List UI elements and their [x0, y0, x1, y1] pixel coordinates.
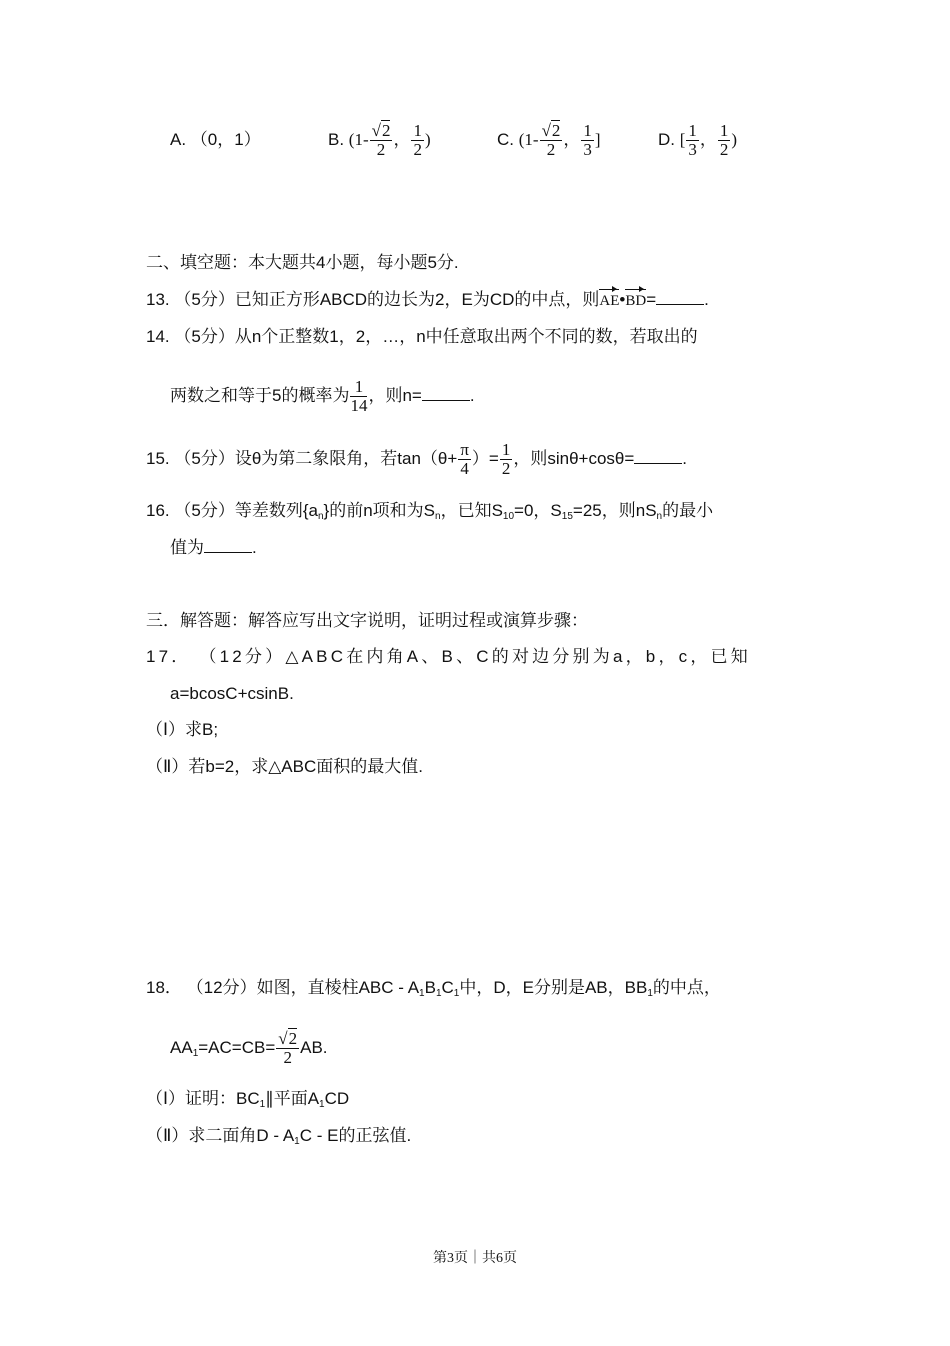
fraction: $\frac{1}{2}$	[719, 121, 729, 160]
question-17-part-1: （Ⅰ）求B;	[146, 720, 219, 739]
paren: [	[679, 130, 686, 149]
question-18	[146, 978, 721, 1004]
period: .	[252, 538, 257, 557]
fraction: $\frac{1}{3}$	[688, 121, 697, 160]
question-text: （5分）已知正方形ABCD的边长为2，E为CD的中点，则	[174, 290, 600, 309]
sub: n	[656, 511, 663, 522]
answer-blank	[634, 449, 682, 464]
sub: 10	[502, 511, 515, 522]
sub: n	[435, 511, 441, 522]
t: （Ⅰ）证明：BC	[146, 1089, 260, 1108]
question-16-cont	[170, 538, 257, 558]
fraction: $\frac{1}{2}$	[413, 121, 422, 160]
paren: )	[731, 130, 738, 149]
t: =25，则nS	[572, 501, 657, 520]
t: =0，S	[514, 501, 562, 520]
question-number: 13.	[146, 290, 170, 309]
question-number: 14.	[146, 327, 170, 346]
sep: ，	[563, 130, 581, 149]
fraction: $\frac{1}{14}$	[350, 377, 368, 416]
option-c	[497, 118, 601, 162]
t: 的中点，	[652, 978, 721, 997]
paren: (1-	[348, 130, 369, 149]
sub: 1	[419, 988, 425, 999]
page-footer: 第3页｜共6页	[433, 1251, 517, 1266]
section-3-heading: 三．解答题：解答应写出文字说明，证明过程或演算步骤：	[146, 611, 588, 630]
paren: ]	[594, 130, 601, 149]
question-16	[146, 501, 713, 527]
paren: )	[424, 130, 431, 149]
option-value: （0，1）	[190, 130, 261, 149]
option-label: C.	[497, 130, 514, 149]
answer-blank	[422, 386, 470, 401]
section-2-heading: 二、填空题：本大题共4小题，每小题5分.	[146, 253, 459, 272]
t: AA	[170, 1038, 193, 1057]
fraction: $\frac{\pi}{4}$	[460, 440, 469, 479]
sub: 1	[435, 988, 442, 999]
option-a	[170, 130, 261, 150]
sub: 15	[561, 511, 573, 522]
t: AB.	[300, 1038, 328, 1057]
period: .	[682, 449, 688, 468]
sub: 1	[294, 1136, 300, 1147]
option-b	[328, 118, 431, 162]
t: C - E的正弦值.	[299, 1126, 412, 1145]
option-label: A.	[170, 130, 187, 149]
vector-bd: BD	[625, 293, 647, 309]
sub: n	[317, 511, 324, 522]
paren: (1-	[518, 130, 539, 149]
fraction: $\frac{√2}{2}$	[371, 121, 391, 160]
t: CD	[324, 1089, 350, 1108]
question-text: ，则n=	[368, 386, 422, 405]
question-15	[146, 437, 687, 481]
fraction: $\frac{√2}{2}$	[278, 1029, 298, 1068]
question-18-part-1	[146, 1089, 349, 1115]
question-text: ，则sinθ+cosθ=	[513, 449, 635, 468]
question-text: 两数之和等于5的概率为	[170, 386, 350, 405]
fraction: $\frac{1}{3}$	[583, 121, 592, 160]
period: .	[469, 386, 475, 405]
question-18-part-2	[146, 1126, 411, 1152]
sep: ，	[393, 130, 411, 149]
sub: 1	[647, 988, 653, 999]
sep: ，	[699, 130, 717, 149]
t: （5分）等差数列{a	[174, 501, 318, 520]
option-label: D.	[658, 130, 675, 149]
t: 的最小	[662, 501, 714, 520]
t: （Ⅱ）求二面角D - A	[146, 1126, 295, 1145]
answer-blank	[204, 538, 252, 553]
option-label: B.	[328, 130, 345, 149]
t: B	[424, 978, 436, 997]
sub: 1	[192, 1048, 199, 1059]
sub: 1	[319, 1099, 325, 1110]
question-14	[146, 327, 698, 347]
question-17-cont: a=bcosC+csinB.	[170, 684, 294, 703]
question-18-cont	[170, 1026, 328, 1076]
t: C	[441, 978, 454, 997]
question-text: （5分）设θ为第二象限角，若tan（θ+	[174, 449, 458, 468]
t: （12分）如图，直棱柱ABC - A	[186, 978, 420, 997]
question-13	[146, 290, 709, 311]
question-17	[146, 647, 751, 667]
fraction: $\frac{1}{2}$	[501, 440, 511, 479]
eq: =	[646, 290, 657, 309]
question-number: 17．	[146, 647, 192, 666]
t: 值为	[170, 538, 204, 557]
question-number: 18．	[146, 978, 182, 997]
sub: 1	[259, 1099, 266, 1110]
t: 中，D，E分别是AB，BB	[459, 978, 648, 997]
dot: •	[619, 290, 626, 309]
question-number: 15.	[146, 449, 170, 468]
t: }的前n项和为S	[323, 501, 436, 520]
fraction: $\frac{√2}{2}$	[541, 121, 561, 160]
question-text: （12分）△ABC在内角A、B、C的对边分别为a，b，c，已知	[199, 647, 751, 666]
question-number: 16.	[146, 501, 170, 520]
option-d	[658, 118, 737, 162]
t: =AC=CB=	[198, 1038, 276, 1057]
question-text: （5分）从n个正整数1，2，…，n中任意取出两个不同的数，若取出的	[174, 327, 698, 346]
question-14-cont	[170, 374, 475, 418]
t: ∥平面A	[265, 1089, 320, 1108]
sub: 1	[453, 988, 460, 999]
answer-blank	[656, 290, 704, 305]
period: .	[704, 290, 709, 309]
question-text: ）=	[471, 449, 499, 468]
t: ，已知S	[440, 501, 503, 520]
vector-ae: AE	[599, 293, 620, 309]
question-17-part-2: （Ⅱ）若b=2，求△ABC面积的最大值.	[146, 757, 423, 776]
